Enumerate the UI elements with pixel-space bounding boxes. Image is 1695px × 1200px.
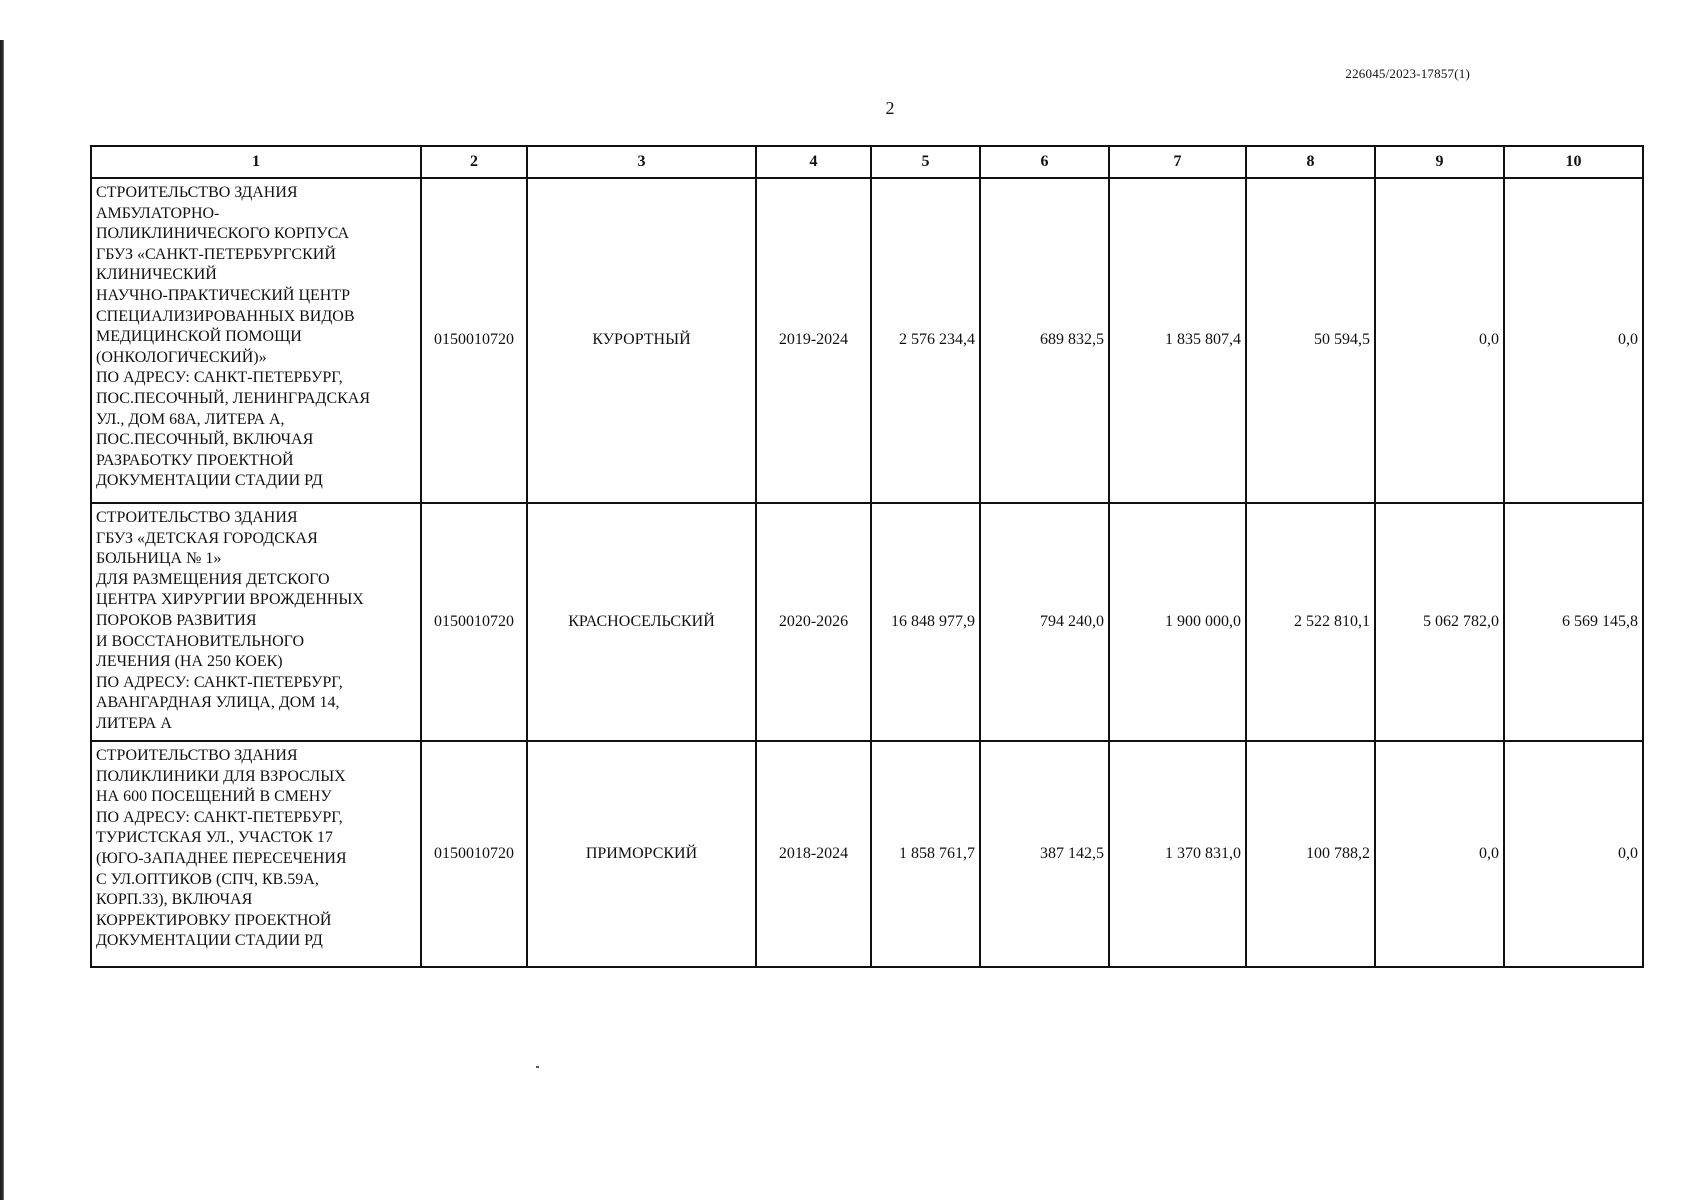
value-cell-col9: 5 062 782,0 <box>1375 503 1504 741</box>
code-cell: 0150010720 <box>421 178 527 503</box>
column-header: 7 <box>1109 146 1246 178</box>
scan-edge-shadow <box>0 40 4 1200</box>
value-cell-col9: 0,0 <box>1375 178 1504 503</box>
value-cell-col9: 0,0 <box>1375 741 1504 967</box>
district-cell: КУРОРТНЫЙ <box>527 178 756 503</box>
value-cell-col10: 0,0 <box>1504 741 1643 967</box>
column-header: 2 <box>421 146 527 178</box>
object-name-cell: СТРОИТЕЛЬСТВО ЗДАНИЯ АМБУЛАТОРНО- ПОЛИКЛИНИЧЕСКОГО КОРПУСА ГБУЗ «САНКТ-ПЕТЕРБУРГСКИЙ КЛИНИЧЕСКИЙ НАУЧНО-ПРАКТИЧЕСКИЙ ЦЕНТР СПЕЦИАЛИЗИРОВАННЫХ ВИДОВ МЕДИЦИНСКОЙ ПОМОЩИ (ОНКОЛОГИЧЕСКИЙ)» ПО АДРЕСУ: САНКТ-ПЕТЕРБУРГ, ПОС.ПЕСОЧНЫЙ, ЛЕНИНГРАДСКАЯ УЛ., ДОМ 68А, ЛИТЕРА А, ПОС.ПЕСОЧНЫЙ, ВКЛЮЧАЯ РАЗРАБОТКУ ПРОЕКТНОЙ ДОКУМЕНТАЦИИ СТАДИИ РД <box>91 178 421 503</box>
column-header: 10 <box>1504 146 1643 178</box>
value-cell-col5: 1 858 761,7 <box>871 741 980 967</box>
value-cell-col7: 1 835 807,4 <box>1109 178 1246 503</box>
value-cell-col7: 1 370 831,0 <box>1109 741 1246 967</box>
construction-objects-table <box>90 145 1644 968</box>
period-cell: 2020-2026 <box>756 503 871 741</box>
column-header: 9 <box>1375 146 1504 178</box>
value-cell-col5: 16 848 977,9 <box>871 503 980 741</box>
table-row <box>91 503 1643 741</box>
column-header: 4 <box>756 146 871 178</box>
value-cell-col6: 387 142,5 <box>980 741 1109 967</box>
value-cell-col8: 50 594,5 <box>1246 178 1375 503</box>
object-name-cell: СТРОИТЕЛЬСТВО ЗДАНИЯ ПОЛИКЛИНИКИ ДЛЯ ВЗРОСЛЫХ НА 600 ПОСЕЩЕНИЙ В СМЕНУ ПО АДРЕСУ: САНКТ-ПЕТЕРБУРГ, ТУРИСТСКАЯ УЛ., УЧАСТОК 17 (ЮГО-ЗАПАДНЕЕ ПЕРЕСЕЧЕНИЯ С УЛ.ОПТИКОВ (СПЧ, КВ.59А, КОРП.33), ВКЛЮЧАЯ КОРРЕКТИРОВКУ ПРОЕКТНОЙ ДОКУМЕНТАЦИИ СТАДИИ РД <box>91 741 421 967</box>
table-row <box>91 741 1643 967</box>
value-cell-col6: 794 240,0 <box>980 503 1109 741</box>
value-cell-col7: 1 900 000,0 <box>1109 503 1246 741</box>
code-cell: 0150010720 <box>421 741 527 967</box>
period-cell: 2019-2024 <box>756 178 871 503</box>
table-header-row <box>91 146 1643 178</box>
value-cell-col8: 2 522 810,1 <box>1246 503 1375 741</box>
period-cell: 2018-2024 <box>756 741 871 967</box>
column-header: 1 <box>91 146 421 178</box>
object-name-cell: СТРОИТЕЛЬСТВО ЗДАНИЯ ГБУЗ «ДЕТСКАЯ ГОРОДСКАЯ БОЛЬНИЦА № 1» ДЛЯ РАЗМЕЩЕНИЯ ДЕТСКОГО ЦЕНТРА ХИРУРГИИ ВРОЖДЕННЫХ ПОРОКОВ РАЗВИТИЯ И ВОССТАНОВИТЕЛЬНОГО ЛЕЧЕНИЯ (НА 250 КОЕК) ПО АДРЕСУ: САНКТ-ПЕТЕРБУРГ, АВАНГАРДНАЯ УЛИЦА, ДОМ 14, ЛИТЕРА А <box>91 503 421 741</box>
value-cell-col8: 100 788,2 <box>1246 741 1375 967</box>
scan-speck <box>536 1066 539 1068</box>
document-registration-number: 226045/2023-17857(1) <box>1345 66 1470 81</box>
page-number: 2 <box>885 98 895 118</box>
column-header: 3 <box>527 146 756 178</box>
value-cell-col10: 6 569 145,8 <box>1504 503 1643 741</box>
column-header: 6 <box>980 146 1109 178</box>
value-cell-col5: 2 576 234,4 <box>871 178 980 503</box>
value-cell-col6: 689 832,5 <box>980 178 1109 503</box>
district-cell: ПРИМОРСКИЙ <box>527 741 756 967</box>
table-row <box>91 178 1643 503</box>
column-header: 5 <box>871 146 980 178</box>
value-cell-col10: 0,0 <box>1504 178 1643 503</box>
code-cell: 0150010720 <box>421 503 527 741</box>
column-header: 8 <box>1246 146 1375 178</box>
district-cell: КРАСНОСЕЛЬСКИЙ <box>527 503 756 741</box>
